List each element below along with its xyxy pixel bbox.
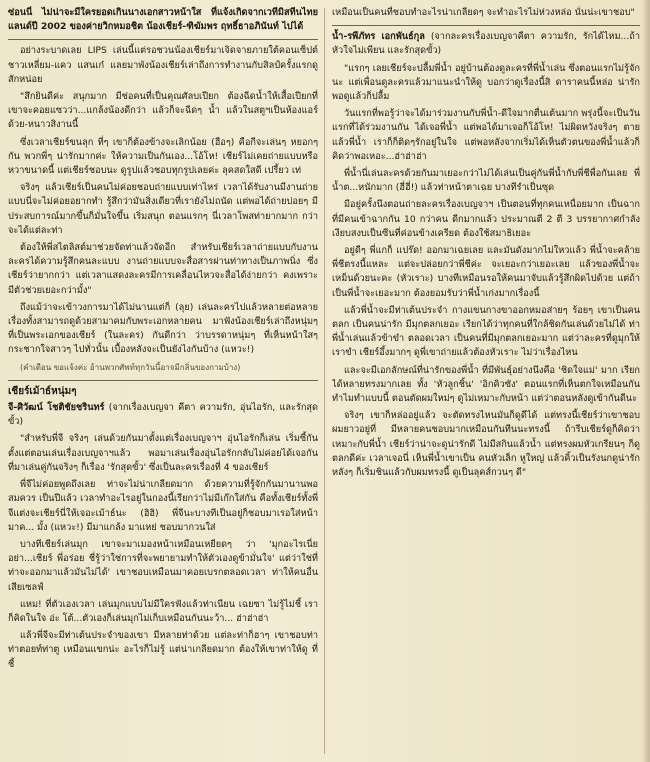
warning-note: (คำเตือน ขอแจ้งค่ะ อ้านพวกศัพท์ทุกวันนี้อาจมีกลิ่นของกามบ้าง) [20,362,241,372]
page-edge-shadow [642,0,650,762]
body-paragraph: แล้วพี่น้ำจะมีท่าเต้นประจำ กางแขนกางขาออกหมอส่ายๆ ร้อยๆ เขาเป็นคนตลก เป็นคนน่ารัก มีมุกตลกเยอะ เรียกได้ว่าทุกคนที่ใกล้ชิดกันเล่นด้วยไม่ได้ ท่าพี่น้ำเล่นแล้วข้าขำ ตลอดเวลา เป็นคนที่มีมุกตลกเยอะมาก แต่ว่าละครที่ดูมุกให้เราขำ เชียร์อึ้งมากๆ ดูพี่เขาถ่ายแล้วต้องหัวเราะ ไม่ว่าเรื่องไหน [332,304,640,359]
body-paragraph: และจะมีเอกลักษณ์ที่น่ารักของพี่น้ำ ที่มีพันธุ์อย่างนึงคือ 'ชิดใจแม่' มาก เรียกได้หลายทรงมากเลย ทั้ง 'หัวลูกชิ้น' 'อิกคิวซัง' ตอนแรกที่เห็นตกใจเหมือนกัน ทำไมทำแบบนี้ ตอนตัดผมใหม่ๆ ดูไม่เหมาะกับหน้า แต่ว่าตอนหลังดูเข้ากันดีนะ [332,364,640,405]
body-paragraph: พี่จีไม่ค่อยพูดถึงเลย ท่าจะไม่น่าเกลียดมาก ด้วยความที่รู้จักกันมานานพอสมควร เป็นปีแล้ว เวลาทำอะไรอยู่ในกองนี้เรียกว่าไม่มีเก๊กใส่กัน คือทั้งเชียร์ทั้งพี่จีแต่งจะเชียร์นี่ให้เจอะเม้าธ์นะ (ฮิฮิ) พี่จีนะบางทีเป็นอยู่ก็ชอบมาเรอใส่หน้า มาค... มั้ง (แหวะ!) มีมาแกล้ง มาแหย่ ชอบมากวนใส่ [8,479,318,533]
section-divider [332,25,640,26]
lead-divider [8,39,318,40]
body-paragraph: อย่างระบาดเลย LIPS เล่นนี้แต่รอชวนน้องเชียร์มาเจิดจายภายใต้คอนเซ็ปต์ชาวเหลี่ยม-แคว แสนเก๋ แลยมาพังน้องเชียร์เล่าถึงการทำงานกับสิลป์ครั้งแรกดูสักหน่อย [8,45,318,85]
body-paragraph: จริงๆ แล้วเชียร์เป็นคนไม่ค่อยชอบถ่ายแบบเท่าไหร่ เวลาได้รับงานมีงานถ่ายแบบนี่จะไม่ค่อยอยากทำ รู้สึกว่ามันสิ่งเดียวที่เรายังไม่ถนัด แต่พอได้ถ่ายบ่อยๆ มีประสบการณ์มากขึ้นก็มั่นใจขึ้น เริ่มสนุก ตอนแรกๆ นี่เวลาโพสท่ายากมาก กว่าจะได้แต่ละท่า [8,182,318,236]
body-paragraph: ต้องให้พี่สไตลิสต์มาช่วยจัดท่าแล้วจัดอีก สำหรับเชียร์เวลาถ่ายแบบกับงานละครได้ความรู้สึกคนละแบบ งานถ่ายแบบจะสื่อสารผ่านท่าทางเป็นภาพนิ่ง ซึ่งเชียร์ว่ายากกว่า แต่เวลาแสดงละครมีการเคลื่อนไหวจะสื่อได้ง่ายกว่า คงเพราะมีตัวช่วยเยอะกว่ามั้ง" [8,242,318,296]
body-paragraph: แล้วพี่จีจะมีท่าเต้นประจำของเขา มีหลายท่าด้วย แต่ละท่าก็ฮาๆ เขาชอบท่าท่าตอยท์ท่าตู เหมือนแขกน่ะ อะไรก็ไม่รู้ แต่น่าเกลียดมาก ต้องให้เขาท่าให้ดู ที่ชี้ [8,630,318,670]
body-paragraph: มีอยู่ครั้งนึงตอนถ่ายละครเรื่องเบญจาฯ เป็นตอนที่ทุกคนเหนื่อยมาก เป็นฉากที่มีคนเข้าฉากกัน 10 กว่าคน ดีกมากแล้ว ประมาณตี 2 ตี 3 บรรยากาศกำลังเงียบสงบเป็นซีนที่ค่อนข้างเครียด ต้องใช้สมาธิเยอะ [332,199,640,239]
body-paragraph: อยู่ดีๆ พี่แกก็ แปร๊ด! ออกมาเฉยเลย และมันดังมากไม่ใหวแล้ว พี่น้ำจะคล้ายพี่ชีตรงนี้แหละ แต่จะปล่อยกว่าพี่ชีค่ะ จะเยอะกว่าเยอะเลย แล้วของพี่น้ำจะเหม็นด้วยนะคะ (หัวเราะ) บางทีเหมือนรอให้คนมาจับแล้วรู้สึกผิดไปด้วย แต่ถ้าเป็นพี่น้ำจะเยอะมาก ต้องยอมรับว่าพี่น้ำเก่งมากเรื่องนี้ [332,245,640,299]
body-paragraph: "แรกๆ เลยเชียร์จะปลื้มพี่น้ำ อยู่บ้านต้องดูละครที่พี่น้ำเล่น ซึ่งตอนแรกไม่รู้จักนะ แต่เพื่อนดูละครแล้วมาแนะนำให้ดู บอกว่าดูเรื่องนี้สิ ดาราคนนี้หล่อ น่ารัก พอดูแล้วก็ปลื้ม [332,62,640,103]
body-paragraph: บางทีเชียร์เล่นมุก เขาจะมาเมองหน้าเหมือนเหยียดๆ ว่า 'มุกอะไรเนี่ย อย่า...เชียร์ พี่อร่อย ชี่รู้ว่าใช่การที่จะพยายามทำให้ตัวเองดูข้ามั่นใจ' แต่ว่าใช่ที่ท่าจะออกมาแล้วมันไม่ได้' เขาชอบเหมือนมาคอยเบรกตลอดเวลา ท่าให้คนอื่นเสียเซลฟ์ [8,538,318,593]
person-credits: (จากละครเรื่องเบญจาคีตา ความรัก, รักได้ไหม...ถ้าหัวใจไม่เพียน และรักสุดขั้ว) [332,31,640,57]
body-paragraph: เหมือนเป็นคนที่ชอบทำอะไรน่าเกลียดๆ จะทำอะไรไม่ห่วงหล่อ นั่นน่ะเขาชอบ" [332,7,635,18]
body-paragraph: "สึกยินดีค่ะ สนุกมาก มีช่อคนที่เป็นคุณศัลบเปียก ต้องฉีดน้ำให้เสื้อเปียกที่ เขาจะคอยแซวว่า...แกล้งน้องดีกว่า แล้วก็จะฉีดๆ น้ำ แล้วในสตูฯเป็นห้องแอร์ด้วย-หนาวสิงานนี้ [8,91,318,131]
body-paragraph: วันแรกที่พอรู้ว่าจะได้มาร่วมงานกับพี่น้ำ-ดีใจมากตื่นเต้นมาก พรุ่งนี้จะเป็นวันแรกที่ได้ร่วมงานกัน ได้เจอพี่น้ำ แต่พอได้มาเจอก็โอ้โห! ไม่ผิดหวังจริงๆ ตายแล้วพี่น้ำ เราก็ก็ติดๆรักอยู่ในใจ แต่พอหลังจากเริ่มได้เห็นตัวตนของพี่น้ำแล้วก็คิดว่าพอเหอะ...ฮ่าฮ่าฮ่า [332,108,640,162]
left-column [8,6,318,758]
person-credits: (จากเรื่องเบญจา คีตา ความรัก, อุ่นไอรัก, และรักสุดขั้ว) [8,402,318,428]
body-paragraph: ถึงแม้ว่าจะเข้าวงการมาได้ไม่นานแต่ก็ (ลุย) เล่นละครไปแล้วหลายต่อหลายเรื่องทั้งสามารถดูด้วยสามาคมกับพระเอกหลายคน มาฟังน้องเชียร์เล่าถึงหนุ่มๆ ที่เป็นพระเอกของเชียร์ (ในละคร) กันดีกว่า ว่าบรรดาหนุ่มๆ ที่เห็นหน้าใสๆ กระชากใจสาวๆ ไปทั่วนั้น เบื้องหลังจะเป็นยังไงกันบ้าง (แหวะ!) [8,301,318,356]
body-paragraph: จริงๆ เขาก็หล่ออยู่แล้ว จะตัดทรงไหนมันก็ดูดีได้ แต่ทรงนี้เชียร์ว่าเขาชอบ ผมยาวอยู่ที่ มีหลายคนชอบมากเหมือนกันทีนนะทรงนี้ ถ้ารีบเชียร์ดูก็คิดว่าเหมาะกับพี่น้ำ เชียร์ว่าน่าจะดูน่ารักดี ไม่มีสกินแล้วน้ำ แต่ทรงผมหัวเกรียนๆ ก็ดูตลกดีค่ะ เวลาเจอนี่ เห็นพี่น้ำเขาเป็น คนหัวเล็ก หูใหญ่ แล้วคิ้วเป็นรังนกดูน่ารัก หลังๆ ก็เริ่มชินแล้วกับผมทรงนี้ ดูเป็นลุคส์กวนๆ ดี" [332,410,640,479]
section-divider [8,380,318,381]
lead-paragraph: ซ่อนนี่ ไม่น่าจะมีใครยอดเกินนางเอกสาวหน้าใส ที่แจ้งเกิดจากเวทีมิสทีนไทยแลนด์ปี 2002 ของค่ายวิกหมอชิต น้องเชียร์-ฑิฆัมพร ฤทธิ์ธาอภินันท์ ไปได้ [8,7,318,33]
section-heading: เชียร์เม้าธ์หนุ่มๆ [8,385,77,397]
body-paragraph: "สำหรับพี่จี จริงๆ เล่นด้วยกันมาตั้งแต่เรื่องเบญจาฯ อุ่นไอรักก็เล่น เริ่มซี้กันตั้งแต่ตอนเล่นเรื่องเบญจาฯแล้ว พอมาเล่นเรื่องอุ่นไอรักกลับไม่ค่อยได้เจอกัน ที่มาเล่นคู่กันจริงๆ ก็เรื่อง 'รักสุดขั้ว' ซึ่งเป็นละครเรื่องที่ 4 ของเชียร์ [8,433,318,473]
body-paragraph: ซึ่งเวลาเชียร์ขนลุก ที่ๆ เขาก็ต้องข้างจะเลิกน้อย (ฮือๆ) คือกีจะเล่นๆ หยอกๆ กัน พวกพี่ๆ น่ารักมากค่ะ ให้ความเป็นกันเอง...โอ้โห! เชียร์ไม่เคยถ่ายแบบหรือหวาขนาดนี้ แต่เชียร์ชอบนะ ดูรูปแล้วชอบทุกรูปเลยค่ะ ลุคสดใสดี เปรี้ยว เท่ [8,136,318,177]
body-paragraph: พี่น้ำนี่เล่นละครด้วยกันมาเยอะกว่าไม่ได้เล่นเป็นคู่กันพี่น้ำกับพี่ชีพื่อกันเลย พี่น้ำต...หนักมาก (ฮี่ฮี่!) แล้วท่าหน้าตาเฉย บางทีรำเป็นซุด [332,168,640,194]
body-paragraph: แหม! ที่ตัวเองเวลา เล่นมุกแบบไม่มีใครฟังแล้วท่าเนียน เฉยซา ไม่รู้ไม่ชี้ เราก็คิดในใจ อ่ะ โต้...ตัวเองก็เล่นมุกไม่เก็บเหมือนกันนะว้า... ฮ่าฮ่าฮ่า [8,598,318,624]
person-name: น้ำ-รพีภัทร เอกพันธ์กุล [332,31,425,43]
person-name: จี-ศิวัฒน์ โชติชัยชรินทร์ [8,402,105,414]
person-intro [332,30,640,58]
person-intro [8,401,318,429]
column-divider [324,8,325,754]
right-column [332,6,640,758]
